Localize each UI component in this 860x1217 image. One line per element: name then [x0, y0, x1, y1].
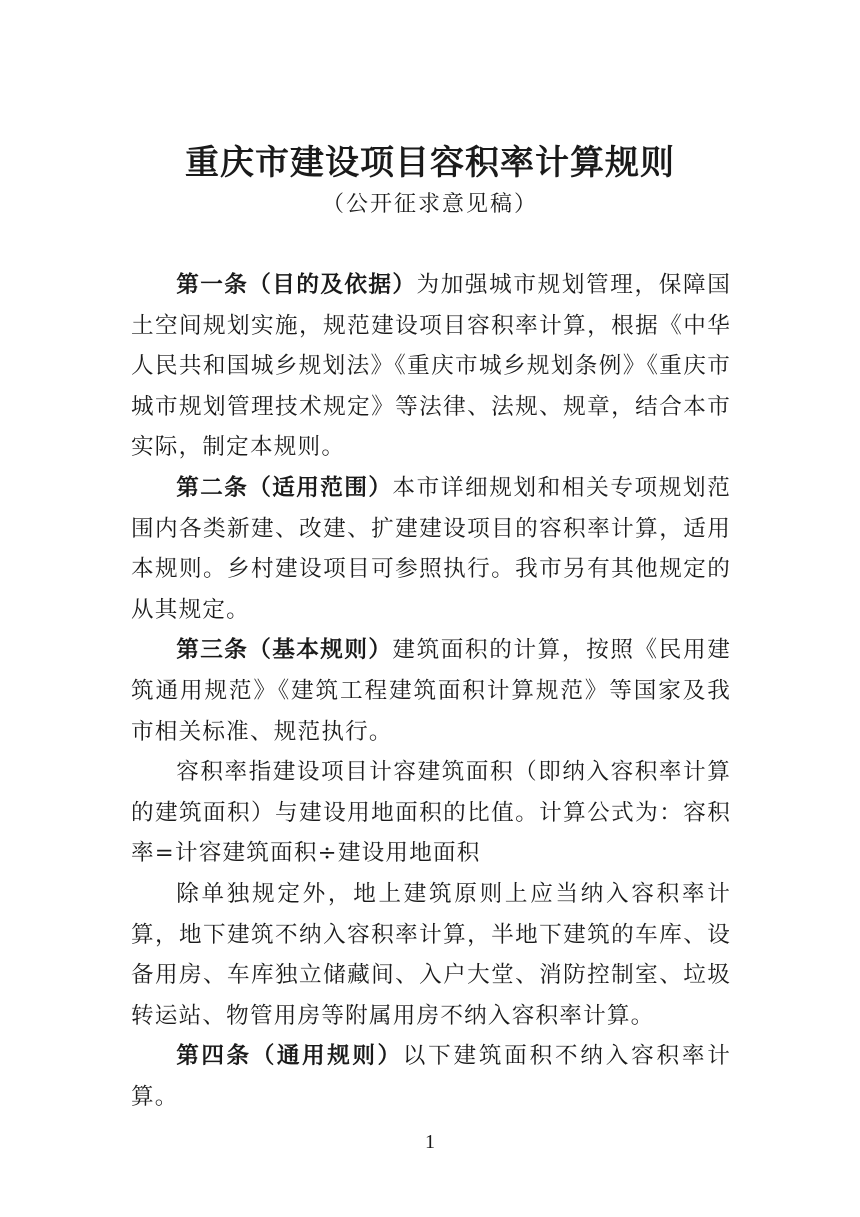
article-2-text: 本市详细规划和相关专项规划范围内各类新建、改建、扩建建设项目的容积率计算，适用本规则。乡村建设项目可参照执行。我市另有其他规定的从其规定。	[131, 474, 731, 623]
article-1-heading: 第一条（目的及依据）	[176, 272, 417, 298]
article-3-paragraph-3	[131, 874, 731, 1036]
document-body	[131, 265, 731, 1117]
page-number: 1	[425, 1131, 435, 1153]
article-3	[131, 630, 731, 752]
article-3-text: 建筑面积的计算，按照《民用建筑通用规范》《建筑工程建筑面积计算规范》等国家及我市相关标准、规范执行。	[131, 637, 731, 745]
document-title: 重庆市建设项目容积率计算规则	[185, 143, 675, 183]
article-4	[131, 1036, 731, 1117]
article-4-text: 以下建筑面积不纳入容积率计算。	[131, 1043, 731, 1110]
article-2	[131, 468, 731, 630]
article-2-heading: 第二条（适用范围）	[176, 474, 393, 501]
article-3-paragraph-3-text: 除单独规定外，地上建筑原则上应当纳入容积率计算，地下建筑不纳入容积率计算，半地下建筑的车库、设备用房、车库独立储藏间、入户大堂、消防控制室、垃圾转运站、物管用房等附属用房不纳入容积率计算。	[131, 880, 731, 1029]
article-3-paragraph-2	[131, 752, 731, 874]
article-4-heading: 第四条（通用规则）	[176, 1043, 403, 1070]
document-subtitle: （公开征求意见稿）	[321, 192, 538, 217]
article-1	[131, 265, 731, 468]
article-3-heading: 第三条（基本规则）	[176, 637, 393, 664]
article-3-paragraph-2-text: 容积率指建设项目计容建筑面积（即纳入容积率计算的建筑面积）与建设用地面积的比值。计算公式为：容积率=计容建筑面积÷建设用地面积	[131, 759, 731, 867]
article-1-text: 为加强城市规划管理，保障国土空间规划实施，规范建设项目容积率计算，根据《中华人民共和国城乡规划法》《重庆市城乡规划条例》《重庆市城市规划管理技术规定》等法律、法规、规章，结合本市实际，制定本规则。	[131, 272, 731, 461]
